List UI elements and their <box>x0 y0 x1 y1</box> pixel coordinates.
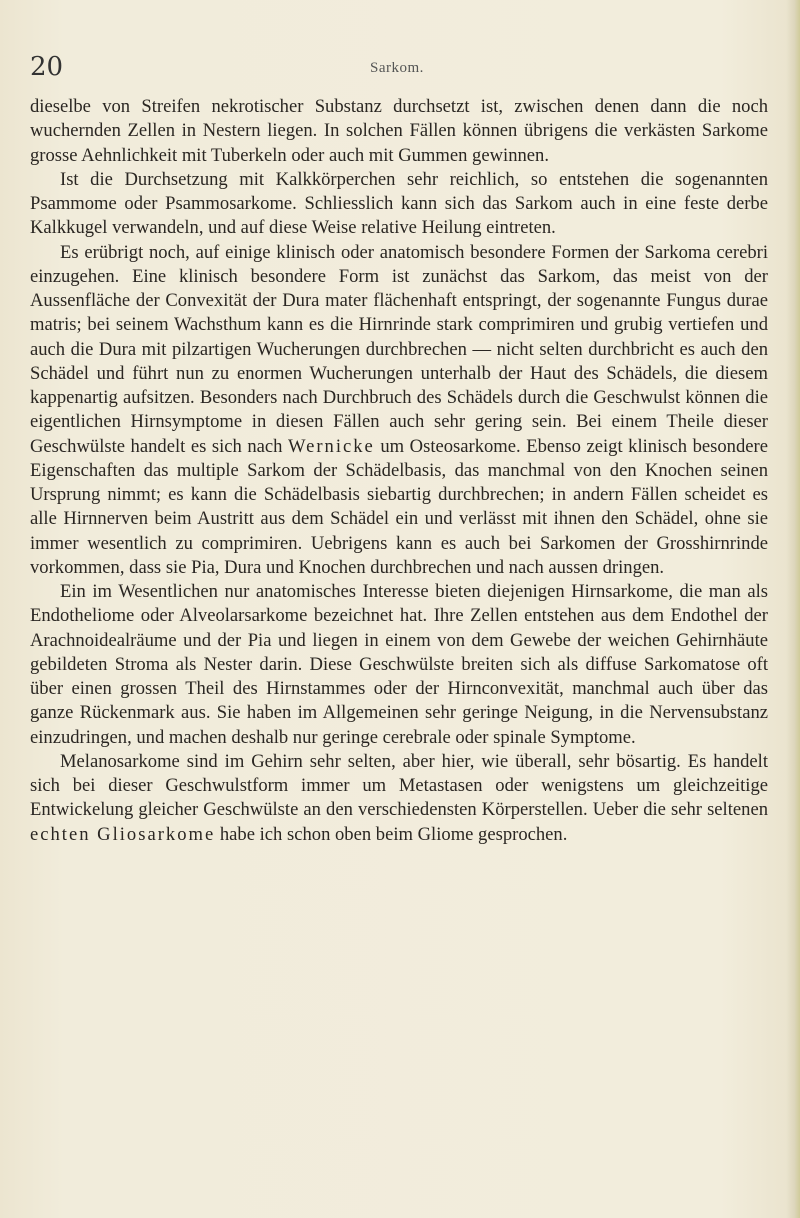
term-gliosarkome: echten Gliosarkome <box>30 823 216 845</box>
page-header <box>30 52 770 86</box>
running-head: Sarkom. <box>370 60 424 76</box>
paragraph-5 <box>30 750 768 847</box>
paragraph-3-part-a: Es erübrigt noch, auf einige klinisch oder anatomisch besondere Formen der Sarkoma cerebri einzugehen. Eine klinisch besondere Form ist zunächst das Sarkom, das meist von der Aussenfläche der Convexität der Dura mater flächenhaft entspringt, der sogenannte Fungus durae matris; bei seinem Wachsthum kann es die Hirnrinde stark comprimiren und grubig vertiefen und auch die Dura mit pilzartigen Wucherungen durchbrechen — nicht selten durchbricht es auch den Schädel und führt nun zu enormen Wucherungen unterhalb der Haut des Schädels, die diesem kappenartig aufsitzen. Besonders nach Durchbruch des Schädels durch die Geschwulst können die eigentlichen Hirnsymptome in diesen Fällen auch sehr gering sein. Bei einem Theile dieser Geschwülste handelt es sich nach <box>30 241 768 457</box>
paragraph-3-part-b: um Osteosarkome. Ebenso zeigt klinisch besondere Eigenschaften das multiple Sarkom der Schädelbasis, das manchmal von den Knochen seinen Ursprung nimmt; es kann die Schädelbasis siebartig durchbrechen; in andern Fällen scheidet es alle Hirnnerven beim Austritt aus dem Schädel ein und verlässt mit ihnen den Schädel, ohne sie immer wesentlich zu comprimiren. Uebrigens kann es auch bei Sarkomen der Grosshirnrinde vorkommen, dass sie Pia, Dura und Knochen durchbrechen und nach aussen dringen. <box>30 435 768 578</box>
paragraph-5-part-a: Melanosarkome sind im Gehirn sehr selten, aber hier, wie überall, sehr bösartig. Es handelt sich bei dieser Geschwulstform immer um Metastasen oder wenigstens um gleichzeitige Entwickelung gleicher Geschwülste an den verschiedensten Körperstellen. Ueber die sehr seltenen <box>30 750 768 821</box>
paragraph-4: Ein im Wesentlichen nur anatomisches Interesse bieten diejenigen Hirnsarkome, die man als Endotheliome oder Alveolarsarkome bezeichnet hat. Ihre Zellen entstehen aus dem Endothel der Arachnoidealräume und der Pia und liegen in einem von dem Gewebe der weichen Gehirnhäute gebildeten Stroma als Nester darin. Diese Geschwülste breiten sich als diffuse Sarkomatose oft über einen grossen Theil des Hirnstammes oder der Hirnconvexität, manchmal auch über das ganze Rückenmark aus. Sie haben im Allgemeinen sehr geringe Neigung, in die Nervensubstanz einzudringen, und machen deshalb nur geringe cerebrale oder spinale Symptome. <box>30 581 768 748</box>
paragraph-3 <box>30 241 768 581</box>
body-text <box>30 95 768 847</box>
paragraph-1: dieselbe von Streifen nekrotischer Substanz durchsetzt ist, zwischen denen dann die noch wuchernden Zellen in Nestern liegen. In solchen Fällen können übrigens die verkästen Sarkome grosse Aehnlichkeit mit Tuberkeln oder auch mit Gummen gewinnen. <box>30 96 768 166</box>
page-edge-shadow <box>786 0 800 1218</box>
author-name-wernicke: Wernicke <box>288 435 375 457</box>
paragraph-2: Ist die Durchsetzung mit Kalkkörperchen sehr reichlich, so entstehen die sogenannten Psammome oder Psammosarkome. Schliesslich kann sich das Sarkom auch in eine feste derbe Kalkkugel verwandeln, und auf diese Weise relative Heilung eintreten. <box>30 168 768 239</box>
page-number: 20 <box>30 52 64 82</box>
paragraph-5-part-b: habe ich schon oben beim Gliome gesprochen. <box>219 823 568 845</box>
